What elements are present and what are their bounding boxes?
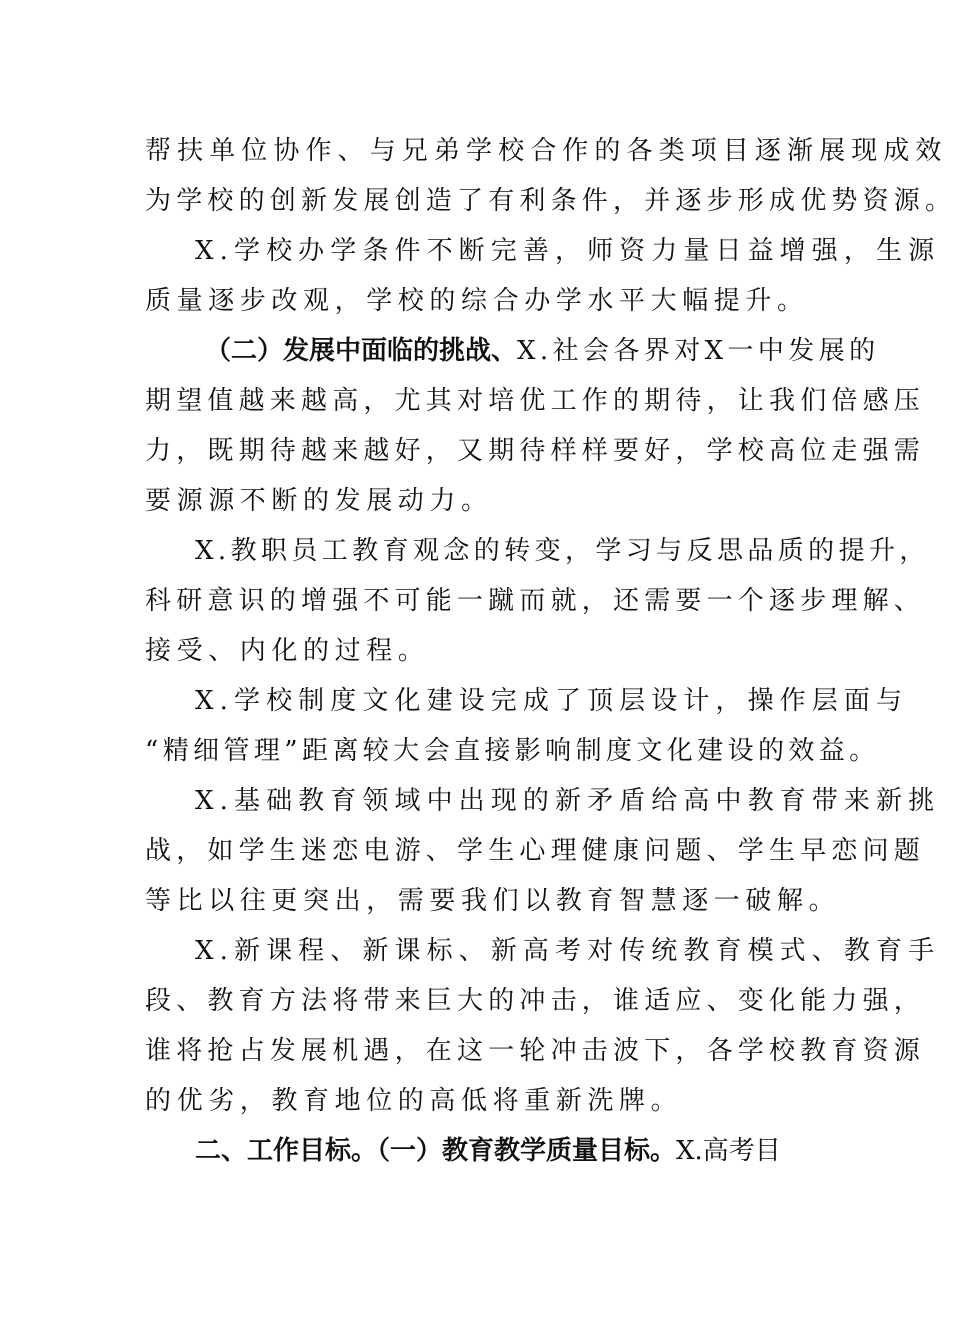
text-line: 力，既期待越来越好，又期待样样要好，学校高位走强需 [145, 436, 926, 466]
text-line: 帮扶单位协作、与兄弟学校合作的各类项目逐渐展现成效 [145, 136, 948, 166]
text-line: 战，如学生迷恋电游、学生心理健康问题、学生早恋问题 [145, 836, 926, 866]
text-line: 科研意识的增强不可能一蹴而就，还需要一个逐步理解、 [145, 586, 926, 616]
text-line: “精细管理”距离较大会直接影响制度文化建设的效益。 [145, 736, 880, 766]
section-heading-line [195, 1134, 825, 1168]
text-run: X.高考目 [676, 1136, 781, 1166]
text-line: 要源源不断的发展动力。 [145, 486, 493, 516]
section-heading-line [205, 334, 880, 368]
text-line: 段、教育方法将带来巨大的冲击，谁适应、变化能力强， [145, 986, 926, 1016]
paragraph-first-line: X.基础教育领域中出现的新矛盾给高中教育带来新挑 [195, 786, 941, 816]
paragraph-first-line: X.教职员工教育观念的转变，学习与反思品质的提升， [195, 536, 930, 566]
text-line: 等比以往更突出，需要我们以教育智慧逐一破解。 [145, 886, 841, 916]
paragraph-first-line: X.新课程、新课标、新高考对传统教育模式、教育手 [195, 936, 941, 966]
text-line: 质量逐步改观，学校的综合办学水平大幅提升。 [145, 286, 809, 316]
text-run: X.社会各界对X一中发展的 [517, 336, 880, 366]
paragraph-first-line: X.学校办学条件不断完善，师资力量日益增强，生源 [195, 236, 941, 266]
subsection-heading-quality: （一）教育教学质量目标。 [377, 1136, 677, 1166]
section-heading-goals: 二、工作目标。 [195, 1136, 378, 1166]
text-line: 的优劣，教育地位的高低将重新洗牌。 [145, 1086, 683, 1116]
section-heading-challenges: （二）发展中面临的挑战、 [205, 336, 518, 366]
text-line: 期望值越来越高，尤其对培优工作的期待，让我们倍感压 [145, 386, 926, 416]
text-line: 接受、内化的过程。 [145, 636, 430, 666]
paragraph-first-line: X.学校制度文化建设完成了顶层设计，操作层面与 [195, 686, 909, 716]
text-line: 为学校的创新发展创造了有利条件，并逐步形成优势资源。 [145, 186, 956, 216]
text-line: 谁将抢占发展机遇，在这一轮冲击波下，各学校教育资源 [145, 1036, 926, 1066]
